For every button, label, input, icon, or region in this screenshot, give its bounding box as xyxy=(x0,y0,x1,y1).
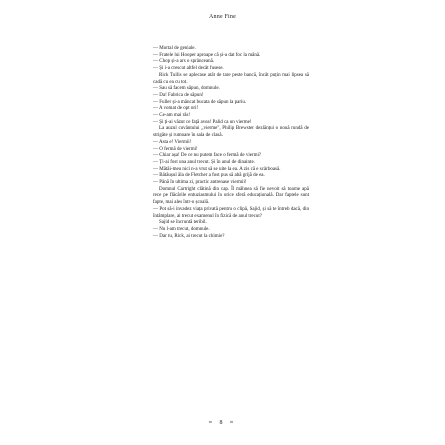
page-number-ornament: ≈ 8 ≈ xyxy=(208,420,237,426)
paragraph: — Până în ultima zi, practic antrenase viermii! xyxy=(153,180,247,186)
paragraph: — Da! Fabrica de săpun! xyxy=(153,92,204,98)
paragraph: — Chop și-a ars o sprânceană. xyxy=(153,59,215,65)
paragraph: — Și ți-ai văzut ce față avea! Palid ca un vierme! xyxy=(153,119,252,125)
paragraph: — Fratele lui Hooper aproape că și-a dat foc la mână. xyxy=(153,52,261,58)
paragraph: — Nu l-am trecut, domnule. xyxy=(153,226,210,232)
paragraph: Rick Tullis se aplecase atât de tare peste bancă, încât puțin mai lipsea să cadă cu ea cu tot. xyxy=(153,72,309,85)
running-header-author: Anne Fine xyxy=(209,14,236,20)
paragraph: — Fuller și-a mâncat bucata de săpun la pariu. xyxy=(153,99,247,105)
paragraph: — O fermă de viermi! xyxy=(153,146,198,152)
paragraph: La auzul cuvântului „vierme", Philip Brewster dezlănțui o nouă rundă de strigăte și rumoare în sala de clasă. xyxy=(153,126,309,139)
paragraph: — Mortal de geniale. xyxy=(153,46,196,51)
paragraph: — Ce-am mai râs! xyxy=(153,113,191,119)
paragraph: — Sau să facem săpun, domnule. xyxy=(153,86,220,92)
paragraph: — Ți-ai fost una anul trecut. Și în anul de dinainte. xyxy=(153,159,255,165)
paragraph: Domnul Cartright clătină din cap. Îl mâhnea să fie nevoit să toarne apă rece pe flăcările entuziasmului în orice sferă educațională. Dar faptele sunt fapte, mai ales într-o școală. xyxy=(153,186,309,206)
paragraph: — Pot să-i invadez viața privată pentru o clipă, Sajid, și să te întreb dacă, din întâmplare, ai trecut examenul în fizică de anul trecut? xyxy=(153,206,309,219)
paragraph: — Și i-a crescut altfel decât fusese. xyxy=(153,66,224,72)
paragraph: — Dar tu, Rick, ai trecut la chimie? xyxy=(153,233,225,239)
body-text xyxy=(153,46,309,240)
paragraph: — Chiar așa! De ce nu putem face o fermă de viermi? xyxy=(153,153,262,159)
paragraph: — Bătăușul ăla de Fletcher a fost pus să abă grijă de ea. xyxy=(153,173,265,179)
paragraph: — Mătăi-meu nici n-a vrut să se uite la ea. A zis că e scârboasă. xyxy=(153,166,281,172)
paragraph: — Asta e! Viermii! xyxy=(153,139,192,145)
paragraph: Sajid se încruntă teribil. xyxy=(159,220,207,226)
paragraph: — A vomat de opt ori! xyxy=(153,106,199,112)
